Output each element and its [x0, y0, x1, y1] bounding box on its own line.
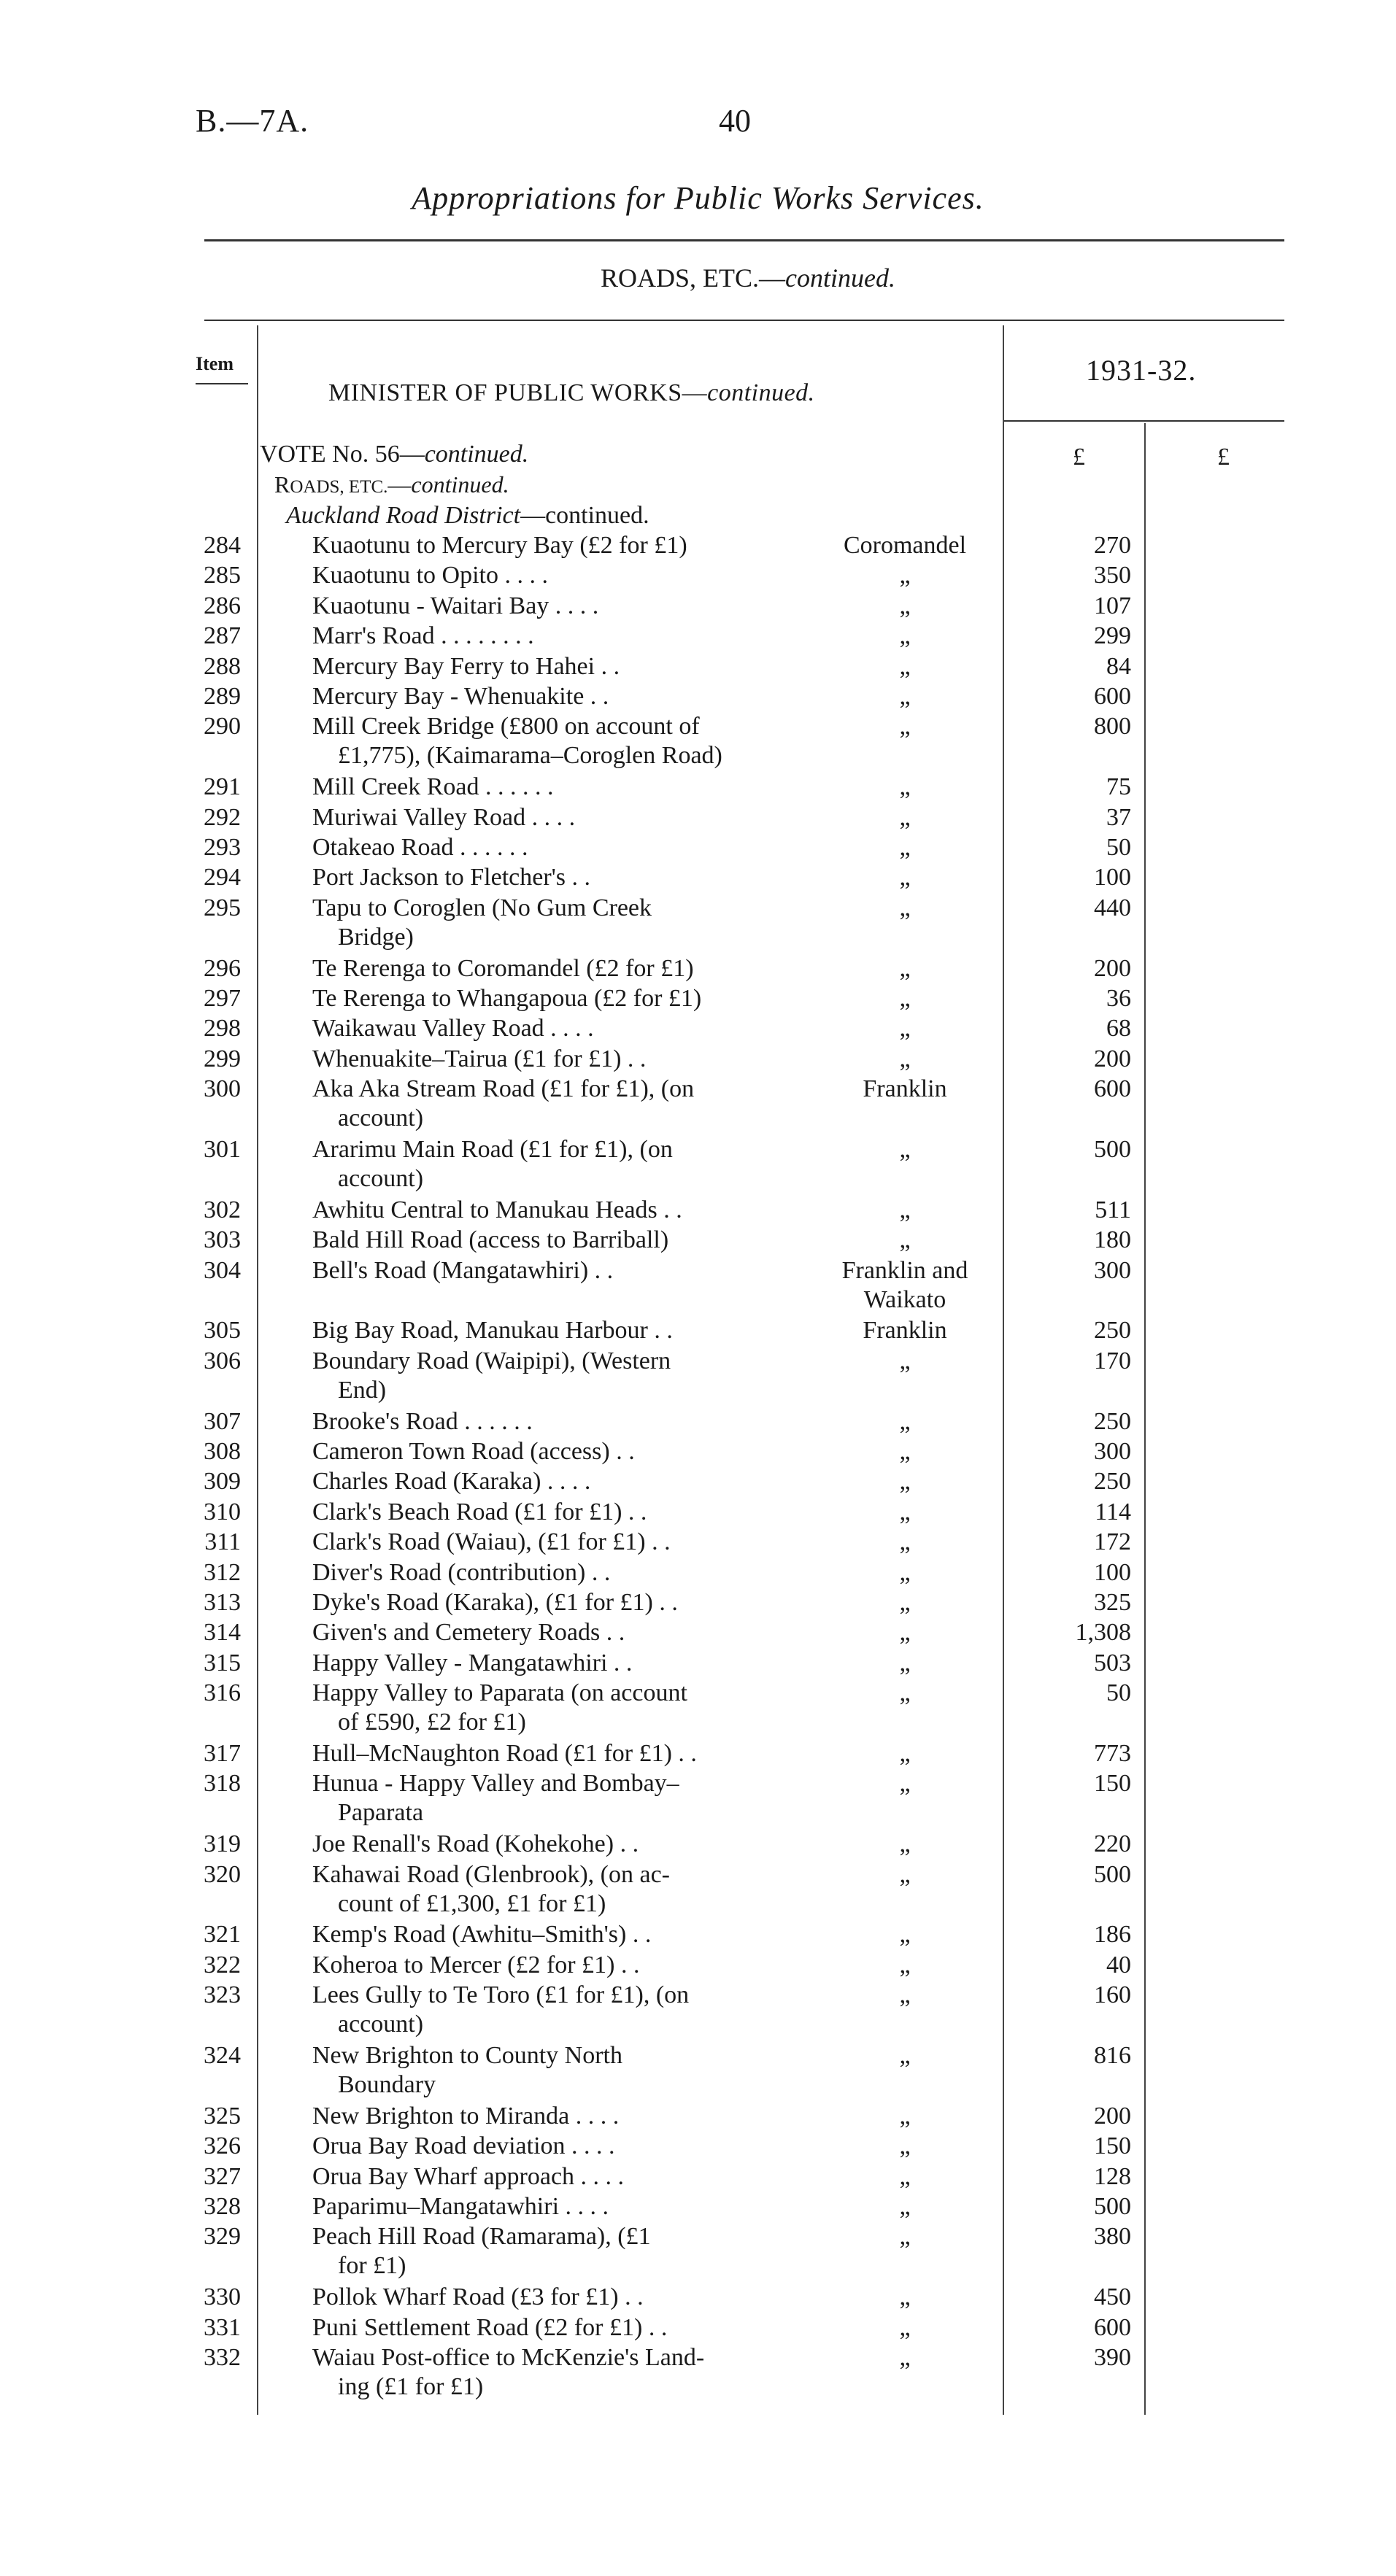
- item-district: „: [899, 773, 911, 801]
- item-number: 320: [204, 1860, 241, 1888]
- item-amount: 200: [1094, 954, 1131, 982]
- item-number: 296: [204, 954, 241, 982]
- item-number: 309: [204, 1468, 241, 1496]
- table-row: [0, 682, 1396, 711]
- item-description: Kuaotunu to Opito . . . .: [312, 562, 548, 589]
- table-row: [0, 1437, 1396, 1466]
- item-amount: 350: [1094, 562, 1131, 589]
- item-amount: 100: [1094, 1558, 1131, 1586]
- item-district: Franklin: [863, 1075, 947, 1103]
- table-row: [0, 1588, 1396, 1617]
- table-row: [0, 773, 1396, 802]
- item-number: 330: [204, 2283, 241, 2311]
- item-amount: 250: [1094, 1407, 1131, 1435]
- item-number: 321: [204, 1921, 241, 1949]
- item-district: „: [899, 954, 911, 982]
- table-row: [0, 1739, 1396, 1768]
- item-description: Ararimu Main Road (£1 for £1), (on: [312, 1136, 673, 1163]
- item-amount: 325: [1094, 1589, 1131, 1616]
- item-district: „: [899, 1468, 911, 1496]
- item-description: Happy Valley - Mangatawhiri . .: [312, 1649, 633, 1676]
- item-description: Clark's Beach Road (£1 for £1) . .: [312, 1498, 647, 1525]
- item-number: 300: [204, 1075, 241, 1103]
- item-description-cont: account): [338, 1105, 424, 1132]
- item-district: „: [899, 622, 911, 650]
- table-row: [0, 833, 1396, 862]
- item-amount: 250: [1094, 1317, 1131, 1345]
- item-number: 332: [204, 2344, 241, 2371]
- item-number: 325: [204, 2102, 241, 2130]
- item-description-cont: account): [338, 2011, 424, 2038]
- item-district: „: [899, 1558, 911, 1586]
- item-amount: 600: [1094, 1075, 1131, 1103]
- item-description: Brooke's Road . . . . . .: [312, 1407, 533, 1435]
- item-amount: 68: [1106, 1015, 1131, 1043]
- item-district: „: [899, 803, 911, 831]
- item-district: „: [899, 2042, 911, 2069]
- item-amount: 600: [1094, 683, 1131, 710]
- table-row: [0, 1196, 1396, 1225]
- item-description: Charles Road (Karaka) . . . .: [312, 1468, 591, 1496]
- table-row: [0, 803, 1396, 832]
- page-title: Appropriations for Public Works Services.: [412, 180, 984, 216]
- item-amount: 511: [1095, 1196, 1131, 1223]
- item-description: Given's and Cemetery Roads . .: [312, 1619, 625, 1647]
- item-description: Mercury Bay - Whenuakite . .: [312, 683, 609, 710]
- page-number: 40: [719, 103, 751, 139]
- item-description: Lees Gully to Te Toro (£1 for £1), (on: [312, 1981, 690, 2009]
- item-amount: 40: [1106, 1951, 1131, 1979]
- item-description: Mill Creek Road . . . . . .: [312, 773, 554, 801]
- item-number: 305: [204, 1317, 241, 1345]
- item-description: Puni Settlement Road (£2 for £1) . .: [312, 2313, 668, 2341]
- item-district: „: [899, 713, 911, 740]
- item-number: 327: [204, 2162, 241, 2190]
- roads-heading: ROADS, ETC.—continued.: [274, 471, 509, 498]
- item-description: Muriwai Valley Road . . . .: [312, 803, 576, 831]
- item-district: „: [899, 1951, 911, 1979]
- item-number: 315: [204, 1649, 241, 1676]
- item-district: „: [899, 1407, 911, 1435]
- item-number: 318: [204, 1770, 241, 1798]
- item-amount: 186: [1094, 1921, 1131, 1949]
- item-amount: 500: [1094, 2193, 1131, 2220]
- item-amount: 150: [1094, 2132, 1131, 2160]
- item-amount: 503: [1094, 1649, 1131, 1676]
- item-amount: 160: [1094, 1981, 1131, 2009]
- item-district: „: [899, 2102, 911, 2130]
- item-number: 286: [204, 592, 241, 619]
- item-number: 284: [204, 532, 241, 559]
- item-amount: 200: [1094, 2102, 1131, 2130]
- table-row: [0, 863, 1396, 892]
- item-description: Mill Creek Bridge (£800 on account of: [312, 713, 700, 740]
- item-description: Awhitu Central to Manukau Heads . .: [312, 1196, 682, 1223]
- table-row: [0, 2343, 1396, 2400]
- table-row: [0, 1951, 1396, 1980]
- item-amount: 380: [1094, 2223, 1131, 2251]
- item-number: 328: [204, 2193, 241, 2220]
- item-description: Clark's Road (Waiau), (£1 for £1) . .: [312, 1528, 671, 1556]
- item-description: Mercury Bay Ferry to Hahei . .: [312, 652, 620, 680]
- item-amount: 500: [1094, 1860, 1131, 1888]
- item-district: „: [899, 1226, 911, 1254]
- item-description: Hull–McNaughton Road (£1 for £1) . .: [312, 1740, 697, 1767]
- table-row: [0, 1920, 1396, 1949]
- item-description: New Brighton to Miranda . . . .: [312, 2102, 620, 2130]
- item-number: 288: [204, 652, 241, 680]
- item-amount: 150: [1094, 1770, 1131, 1798]
- item-number: 308: [204, 1438, 241, 1465]
- item-district: „: [899, 1045, 911, 1072]
- item-number: 290: [204, 713, 241, 740]
- item-amount: 75: [1106, 773, 1131, 801]
- vote-heading: VOTE No. 56—continued.: [260, 441, 529, 468]
- table-row: [0, 531, 1396, 560]
- item-amount: 299: [1094, 622, 1131, 650]
- item-number: 311: [204, 1528, 241, 1556]
- item-amount: 37: [1106, 803, 1131, 831]
- table-row: [0, 1830, 1396, 1859]
- item-number: 331: [204, 2313, 241, 2341]
- year-header: 1931-32.: [1086, 354, 1197, 387]
- table-row: [0, 894, 1396, 951]
- item-number: 291: [204, 773, 241, 801]
- table-row: [0, 1769, 1396, 1827]
- table-row: [0, 2222, 1396, 2280]
- item-district: „: [899, 1981, 911, 2009]
- table-row: [0, 1014, 1396, 1043]
- item-description: Port Jackson to Fletcher's . .: [312, 864, 591, 891]
- item-number: 317: [204, 1740, 241, 1767]
- item-amount: 50: [1106, 1679, 1131, 1707]
- item-district: „: [899, 683, 911, 710]
- item-description: Kuaotunu - Waitari Bay . . . .: [312, 592, 599, 619]
- item-number: 287: [204, 622, 241, 650]
- item-description: Dyke's Road (Karaka), (£1 for £1) . .: [312, 1589, 678, 1616]
- table-row: [0, 954, 1396, 983]
- item-amount: 1,308: [1075, 1619, 1131, 1647]
- table-row: [0, 1528, 1396, 1557]
- item-number: 322: [204, 1951, 241, 1979]
- item-number: 289: [204, 683, 241, 710]
- item-district: „: [899, 834, 911, 861]
- table-row: [0, 2283, 1396, 2312]
- item-district: „: [899, 1589, 911, 1616]
- table-row: [0, 712, 1396, 770]
- item-amount: 220: [1094, 1830, 1131, 1858]
- item-description: Orua Bay Wharf approach . . . .: [312, 2162, 625, 2190]
- item-description: Bald Hill Road (access to Barriball): [312, 1226, 669, 1254]
- item-amount: 200: [1094, 1045, 1131, 1072]
- item-district: „: [899, 864, 911, 891]
- table-row: [0, 1316, 1396, 1345]
- table-row: [0, 2313, 1396, 2343]
- table-row: [0, 1407, 1396, 1436]
- item-description: Waikawau Valley Road . . . .: [312, 1015, 594, 1043]
- item-amount: 500: [1094, 1136, 1131, 1163]
- item-district: „: [899, 2193, 911, 2220]
- minister-heading-main: MINISTER OF PUBLIC WORKS—: [328, 379, 708, 406]
- currency-symbol-2: £: [1217, 444, 1230, 471]
- item-number: 310: [204, 1498, 241, 1525]
- item-description: Diver's Road (contribution) . .: [312, 1558, 611, 1586]
- item-amount: 50: [1106, 834, 1131, 861]
- item-number: 313: [204, 1589, 241, 1616]
- item-district: „: [899, 1136, 911, 1163]
- item-description: Koheroa to Mercer (£2 for £1) . .: [312, 1951, 640, 1979]
- item-number: 316: [204, 1679, 241, 1707]
- table-row: [0, 652, 1396, 681]
- item-description: Marr's Road . . . . . . . .: [312, 622, 534, 650]
- item-description: Kahawai Road (Glenbrook), (on ac-: [312, 1860, 670, 1888]
- item-district: „: [899, 1528, 911, 1556]
- table-row: [0, 984, 1396, 1013]
- item-number: 307: [204, 1407, 241, 1435]
- item-description: Tapu to Coroglen (No Gum Creek: [312, 894, 652, 921]
- table-row: [0, 1256, 1396, 1313]
- item-number: 292: [204, 803, 241, 831]
- item-column-header: Item: [196, 353, 234, 374]
- item-district: „: [899, 1015, 911, 1043]
- item-amount: 300: [1094, 1256, 1131, 1284]
- item-amount: 170: [1094, 1347, 1131, 1374]
- section-title-main: ROADS, ETC.—: [601, 263, 786, 293]
- item-description-cont: account): [338, 1165, 424, 1192]
- item-amount: 250: [1094, 1468, 1131, 1496]
- item-district: „: [899, 1619, 911, 1647]
- item-header-dash: [196, 383, 248, 384]
- minister-heading: [328, 379, 815, 407]
- table-row: [0, 1467, 1396, 1496]
- item-description: Kemp's Road (Awhitu–Smith's) . .: [312, 1921, 652, 1949]
- item-description-cont: Paparata: [338, 1799, 424, 1827]
- item-district: „: [899, 1196, 911, 1223]
- top-rule: [204, 239, 1284, 241]
- item-district: „: [899, 1830, 911, 1858]
- item-description: Big Bay Road, Manukau Harbour . .: [312, 1317, 673, 1345]
- item-district: „: [899, 2313, 911, 2341]
- item-district: „: [899, 1679, 911, 1707]
- table-row: [0, 2162, 1396, 2192]
- item-amount: 84: [1106, 652, 1131, 680]
- item-amount: 180: [1094, 1226, 1131, 1254]
- item-number: 304: [204, 1256, 241, 1284]
- item-district: „: [899, 1860, 911, 1888]
- item-amount: 816: [1094, 2042, 1131, 2069]
- item-description: Boundary Road (Waipipi), (Western: [312, 1347, 671, 1374]
- table-row: [0, 1981, 1396, 2038]
- item-district: „: [899, 1498, 911, 1525]
- table-row: [0, 1045, 1396, 1074]
- item-number: 312: [204, 1558, 241, 1586]
- item-number: 303: [204, 1226, 241, 1254]
- item-number: 299: [204, 1045, 241, 1072]
- table-row: [0, 1679, 1396, 1736]
- item-description: Aka Aka Stream Road (£1 for £1), (on: [312, 1075, 695, 1103]
- table-row: [0, 1618, 1396, 1647]
- item-amount: 773: [1094, 1740, 1131, 1767]
- item-district: „: [899, 1740, 911, 1767]
- table-row: [0, 592, 1396, 621]
- item-description: Kuaotunu to Mercury Bay (£2 for £1): [312, 532, 687, 559]
- item-description: Whenuakite–Tairua (£1 for £1) . .: [312, 1045, 647, 1072]
- item-district: „: [899, 2132, 911, 2160]
- item-number: 295: [204, 894, 241, 921]
- item-description-cont: £1,775), (Kaimarama–Coroglen Road): [338, 742, 722, 770]
- item-description-cont: Boundary: [338, 2071, 436, 2098]
- item-amount: 300: [1094, 1438, 1131, 1465]
- item-amount: 128: [1094, 2162, 1131, 2190]
- item-district: „: [899, 1649, 911, 1676]
- district-heading: Auckland Road District—continued.: [286, 502, 649, 529]
- item-description: Pollok Wharf Road (£3 for £1) . .: [312, 2283, 644, 2311]
- item-amount: 107: [1094, 592, 1131, 619]
- item-number: 323: [204, 1981, 241, 2009]
- table-row: [0, 1649, 1396, 1678]
- table-row: [0, 1226, 1396, 1255]
- item-description: Te Rerenga to Whangapoua (£2 for £1): [312, 985, 702, 1012]
- table-row: [0, 1498, 1396, 1527]
- document-ref: B.—7A.: [196, 103, 309, 139]
- item-amount: 114: [1095, 1498, 1131, 1525]
- item-number: 306: [204, 1347, 241, 1374]
- item-district: „: [899, 592, 911, 619]
- item-number: 314: [204, 1619, 241, 1647]
- table-row: [0, 1347, 1396, 1404]
- item-amount: 390: [1094, 2344, 1131, 2371]
- header-bottom-rule: [1004, 420, 1284, 422]
- table-row: [0, 1860, 1396, 1917]
- item-number: 324: [204, 2042, 241, 2069]
- item-amount: 450: [1094, 2283, 1131, 2311]
- item-number: 326: [204, 2132, 241, 2160]
- item-description: Te Rerenga to Coromandel (£2 for £1): [312, 954, 694, 982]
- item-description: Joe Renall's Road (Kohekohe) . .: [312, 1830, 639, 1858]
- item-district: „: [899, 652, 911, 680]
- table-row: [0, 1075, 1396, 1132]
- item-description-cont: of £590, £2 for £1): [338, 1709, 526, 1736]
- item-description-cont: Bridge): [338, 923, 414, 951]
- item-amount: 800: [1094, 713, 1131, 740]
- item-district: „: [899, 2283, 911, 2311]
- table-row: [0, 2041, 1396, 2098]
- table-top-rule: [204, 320, 1284, 321]
- item-number: 297: [204, 985, 241, 1012]
- table-row: [0, 1558, 1396, 1587]
- item-district: „: [899, 894, 911, 921]
- item-description: Happy Valley to Paparata (on account: [312, 1679, 687, 1707]
- item-description-cont: count of £1,300, £1 for £1): [338, 1890, 606, 1917]
- table-row: [0, 2102, 1396, 2131]
- item-district: „: [899, 1438, 911, 1465]
- currency-symbol-1: £: [1073, 444, 1085, 471]
- item-number: 298: [204, 1015, 241, 1043]
- item-district: Franklin and: [841, 1256, 968, 1284]
- item-district: Franklin: [863, 1317, 947, 1345]
- item-district: „: [899, 562, 911, 589]
- item-number: 301: [204, 1136, 241, 1163]
- item-district: „: [899, 2223, 911, 2251]
- item-number: 294: [204, 864, 241, 891]
- section-title-suffix: continued.: [785, 263, 895, 293]
- item-district: Coromandel: [843, 532, 967, 559]
- item-district: „: [899, 2162, 911, 2190]
- item-amount: 172: [1094, 1528, 1131, 1556]
- item-number: 285: [204, 562, 241, 589]
- item-description: Orua Bay Road deviation . . . .: [312, 2132, 615, 2160]
- item-description: Bell's Road (Mangatawhiri) . .: [312, 1256, 614, 1284]
- item-description: Cameron Town Road (access) . .: [312, 1438, 635, 1465]
- item-description: New Brighton to County North: [312, 2042, 622, 2069]
- item-amount: 440: [1094, 894, 1131, 921]
- item-description-cont: for £1): [338, 2252, 406, 2280]
- item-description: Paparimu–Mangatawhiri . . . .: [312, 2193, 609, 2220]
- table-row: [0, 622, 1396, 651]
- table-row: [0, 2192, 1396, 2221]
- item-description: Waiau Post-office to McKenzie's Land-: [312, 2344, 705, 2371]
- item-district: „: [899, 1921, 911, 1949]
- item-number: 319: [204, 1830, 241, 1858]
- item-description-cont: End): [338, 1376, 387, 1404]
- item-number: 329: [204, 2223, 241, 2251]
- item-district: „: [899, 1347, 911, 1374]
- item-district: „: [899, 2344, 911, 2371]
- item-number: 293: [204, 834, 241, 861]
- item-description-cont: ing (£1 for £1): [338, 2373, 484, 2400]
- item-amount: 36: [1106, 985, 1131, 1012]
- table-row: [0, 1135, 1396, 1192]
- minister-heading-suffix: continued.: [707, 379, 815, 406]
- item-number: 302: [204, 1196, 241, 1223]
- table-row: [0, 561, 1396, 590]
- item-amount: 270: [1094, 532, 1131, 559]
- section-title: [0, 263, 1396, 293]
- item-district: „: [899, 1770, 911, 1798]
- table-row: [0, 2132, 1396, 2161]
- item-district: „: [899, 985, 911, 1012]
- item-amount: 100: [1094, 864, 1131, 891]
- item-district-cont: Waikato: [863, 1285, 946, 1313]
- item-description: Peach Hill Road (Ramarama), (£1: [312, 2223, 651, 2251]
- item-description: Otakeao Road . . . . . .: [312, 834, 528, 861]
- item-amount: 600: [1094, 2313, 1131, 2341]
- item-description: Hunua - Happy Valley and Bombay–: [312, 1770, 679, 1798]
